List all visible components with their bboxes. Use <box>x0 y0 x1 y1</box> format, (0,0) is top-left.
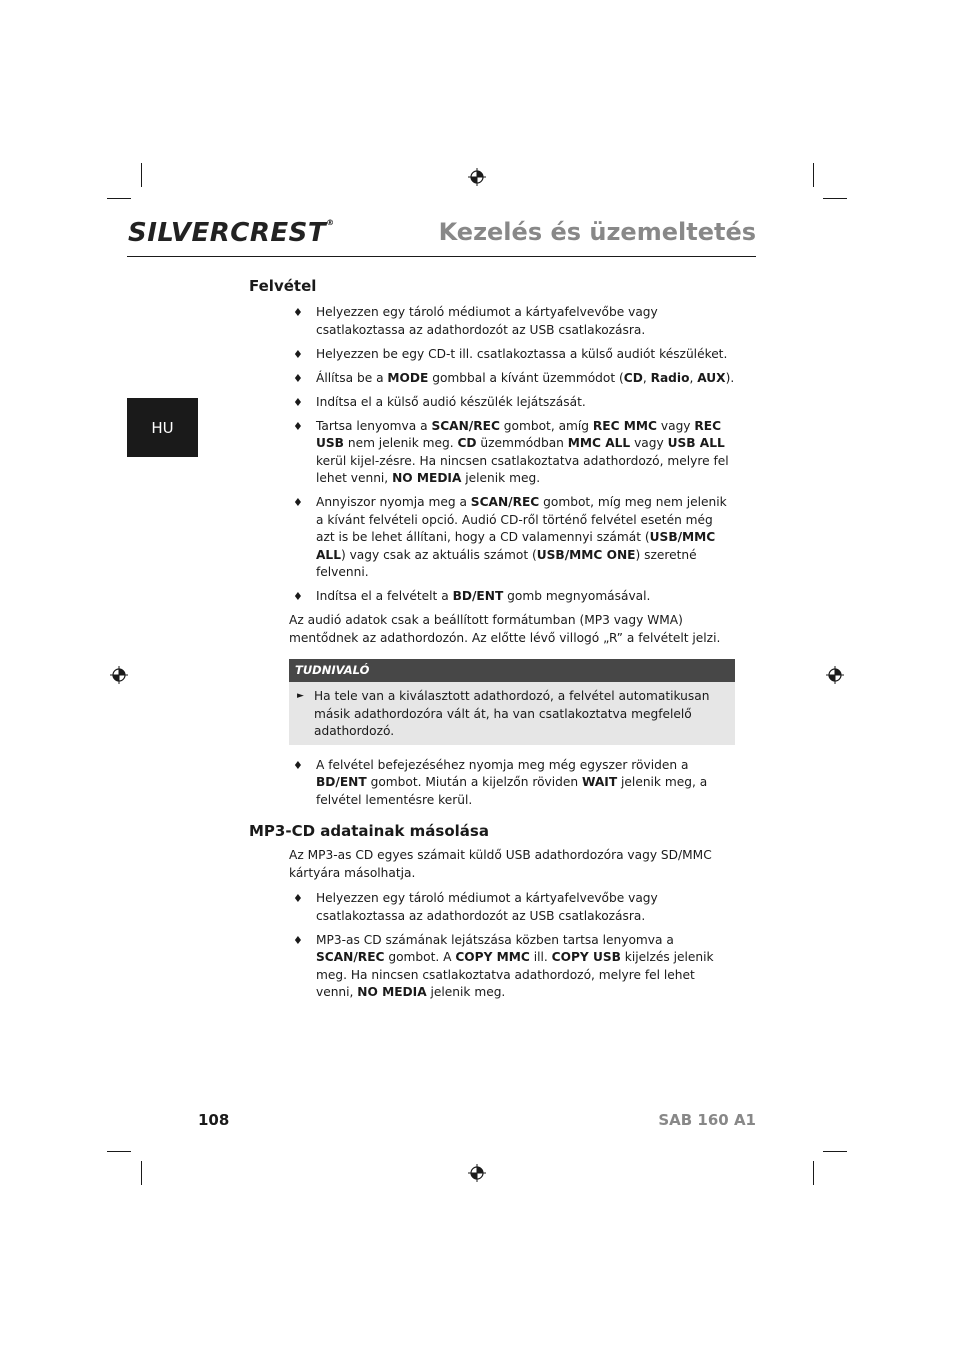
text-run: vagy <box>657 418 695 433</box>
text-run: USB ALL <box>667 436 725 450</box>
diamond-bullet-icon: ♦ <box>293 933 303 947</box>
text-run: jelenik meg. <box>461 471 541 485</box>
text-run: Tartsa lenyomva a <box>316 418 432 433</box>
mp3-copy-steps-list <box>249 890 735 1002</box>
crop-mark <box>813 163 814 187</box>
crop-mark <box>141 1161 142 1185</box>
text-run: Radio <box>650 370 690 385</box>
page-title: Kezelés és üzemeltetés <box>438 218 756 246</box>
list-item <box>249 588 735 606</box>
crop-mark <box>823 1151 847 1152</box>
registration-mark-icon <box>468 168 486 186</box>
list-item <box>249 370 735 388</box>
crop-mark <box>823 198 847 199</box>
text-run: kijelzés jelenik meg. Ha nincsen csatlakoztatva adathordozó, melyre fel lehet venni, <box>316 950 714 999</box>
list-item <box>249 757 735 810</box>
section-heading-recording: Felvétel <box>249 277 317 295</box>
text-run: gombot, amíg <box>499 418 593 433</box>
crop-mark <box>107 198 131 199</box>
arrow-right-icon: ► <box>297 691 304 701</box>
text-run: ) vagy csak az aktuális számot ( <box>340 547 537 562</box>
brand-main: SILVER <box>128 218 231 248</box>
note-body <box>289 682 735 745</box>
text-run: MODE <box>387 370 429 385</box>
list-item <box>249 394 735 412</box>
text-run: kerül kijel-zésre. Ha nincsen csatlakoztatva adathordozó, melyre fel lehet venni, <box>316 453 729 485</box>
diamond-bullet-icon: ♦ <box>293 371 303 385</box>
text-run: USB/MMC ALL <box>316 530 716 562</box>
diamond-bullet-icon: ♦ <box>293 419 303 433</box>
diamond-bullet-icon: ♦ <box>293 347 303 361</box>
diamond-bullet-icon: ♦ <box>293 590 303 603</box>
text-run: MP3-as CD számának lejátszása közben tartsa lenyomva a <box>316 932 674 947</box>
crop-mark <box>107 1151 131 1152</box>
registration-mark-icon <box>826 666 844 684</box>
recording-info-paragraph: Az audió adatok csak a beállított formátumban (MP3 vagy WMA) mentődnek az adathordozón. Az előtte lévő villogó „R” a felvételt jelzi. <box>289 613 721 645</box>
text-run: Annyiszor nyomja meg a <box>316 495 471 509</box>
page-number: 108 <box>198 1111 230 1129</box>
text-run: SCAN/REC <box>316 950 385 964</box>
text-run: BD/ENT <box>452 589 504 603</box>
text-run: Helyezzen egy tároló médiumot a kártyafelvevőbe vagy csatlakoztassa az adathordozót az USB csatlakozásra. <box>316 891 658 923</box>
text-run: NO MEDIA <box>357 985 427 999</box>
text-run: vagy <box>630 436 668 450</box>
registration-mark-icon <box>110 666 128 684</box>
list-item <box>249 890 735 925</box>
list-item <box>249 418 735 488</box>
text-run: NO MEDIA <box>392 471 462 485</box>
text-run: SCAN/REC <box>431 418 500 433</box>
diamond-bullet-icon: ♦ <box>293 496 303 509</box>
text-run: gombot. A <box>384 950 456 964</box>
text-run: REC USB <box>316 418 722 450</box>
text-run: AUX <box>697 370 726 385</box>
mp3-copy-paragraph: Az MP3-as CD egyes számait küldő USB adathordozóra vagy SD/MMC kártyára másolhatja. <box>289 848 712 880</box>
brand-registered: ® <box>326 218 335 227</box>
model-number: SAB 160 A1 <box>658 1111 756 1129</box>
diamond-bullet-icon: ♦ <box>293 306 303 319</box>
list-item <box>249 932 735 1002</box>
text-run: jelenik meg, a felvétel lementésre kerül. <box>316 775 708 807</box>
text-run: COPY USB <box>551 950 621 964</box>
text-run: gombot. Miután a kijelzőn röviden <box>366 775 582 789</box>
text-run: , <box>689 370 698 385</box>
note-title: TUDNIVALÓ <box>289 659 735 682</box>
text-run: Indítsa el a felvételt a <box>316 589 453 603</box>
list-item <box>249 304 735 339</box>
brand-second: CREST <box>230 218 327 248</box>
text-run: gomb megnyomásával. <box>503 589 651 603</box>
list-item <box>249 346 735 364</box>
text-run: jelenik meg. <box>426 985 506 999</box>
text-run: Helyezzen be egy CD-t ill. csatlakoztassa a külső audiót készüléket. <box>316 346 728 361</box>
registration-mark-icon <box>468 1164 486 1182</box>
page-content <box>249 276 735 1008</box>
text-run: üzemmódban <box>476 436 568 450</box>
text-run: A felvétel befejezéséhez nyomja meg még egyszer röviden a <box>316 757 689 772</box>
text-run: USB/MMC ONE <box>536 547 636 562</box>
text-run: SCAN/REC <box>470 495 540 509</box>
brand-logo <box>128 218 335 248</box>
header-divider <box>127 256 756 257</box>
diamond-bullet-icon: ♦ <box>293 395 303 409</box>
text-run: gombbal a kívánt üzemmódot ( <box>428 370 624 385</box>
text-run: ). <box>725 370 735 385</box>
text-run: Indítsa el a külső audió készülék lejátszását. <box>316 394 586 409</box>
recording-finish-list <box>249 757 735 810</box>
text-run: BD/ENT <box>316 775 367 789</box>
text-run: gombot, míg meg nem jelenik a kívánt felvételi opció. Audió CD-ről történő felvétel esetén még azt is be lehet állítani, hogy a CD valamennyi számát ( <box>316 495 727 544</box>
text-run: ) szeretné felvenni. <box>316 547 697 579</box>
text-run: MMC ALL <box>567 436 631 450</box>
text-run: Állítsa be a <box>316 370 388 385</box>
text-run: REC MMC <box>592 418 658 433</box>
diamond-bullet-icon: ♦ <box>293 892 303 905</box>
section-heading-mp3-copy: MP3-CD adatainak másolása <box>249 822 489 840</box>
note-box <box>289 659 735 745</box>
text-run: Helyezzen egy tároló médiumot a kártyafelvevőbe vagy csatlakoztassa az adathordozót az USB csatlakozásra. <box>316 305 658 337</box>
text-run: , <box>642 370 651 385</box>
text-run: COPY MMC <box>455 950 530 964</box>
diamond-bullet-icon: ♦ <box>293 758 303 772</box>
text-run: ill. <box>529 950 552 964</box>
crop-mark <box>813 1161 814 1185</box>
text-run: CD <box>457 436 477 450</box>
text-run: WAIT <box>581 775 618 789</box>
list-item <box>249 494 735 582</box>
recording-steps-list <box>249 304 735 606</box>
crop-mark <box>141 163 142 187</box>
text-run: CD <box>623 370 643 385</box>
note-text: Ha tele van a kiválasztott adathordozó, a felvétel automatikusan másik adathordozóra vált át, ha van csatlakoztatva megfelelő adathordozó. <box>314 689 710 738</box>
language-tab: HU <box>127 398 198 457</box>
text-run: nem jelenik meg. <box>343 436 458 450</box>
